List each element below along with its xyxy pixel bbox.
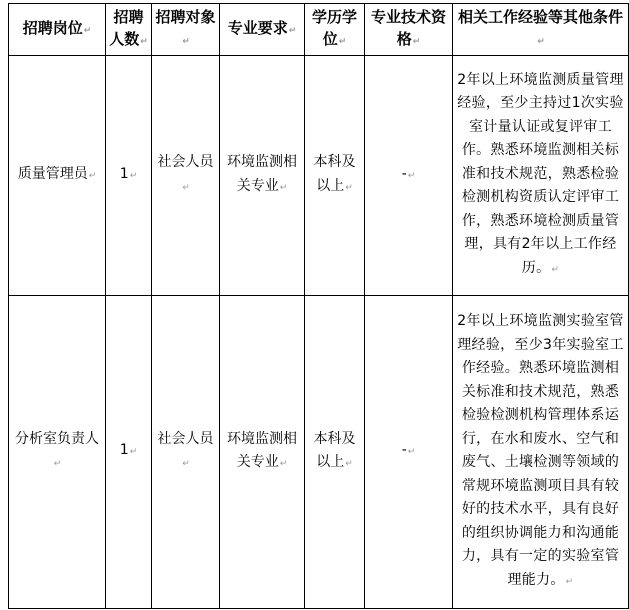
major-value: 环境监测相关专业: [227, 430, 297, 470]
cell-target: [152, 296, 220, 609]
cell-major: [220, 56, 305, 296]
table-row: [9, 56, 629, 296]
header-qualification-label: 专业技术资格: [370, 8, 446, 48]
paragraph-mark: ↵: [288, 26, 297, 36]
major-value: 环境监测相关专业: [227, 154, 297, 194]
recruitment-table: [8, 3, 629, 609]
position-value: 分析室负责人: [15, 430, 99, 447]
header-conditions-label: 相关工作经验等其他条件: [457, 8, 623, 26]
position-value: 质量管理员: [17, 165, 88, 182]
paragraph-mark: ↵: [279, 459, 288, 469]
paragraph-mark: ↵: [140, 37, 148, 47]
paragraph-mark: ↵: [565, 576, 574, 587]
header-major: [220, 4, 305, 56]
cell-major: [220, 296, 305, 609]
paragraph-mark: ↵: [279, 182, 288, 193]
cell-qualification: [365, 56, 453, 296]
paragraph-mark: ↵: [345, 459, 353, 469]
cell-conditions: [453, 296, 629, 609]
header-education: [305, 4, 365, 56]
cell-conditions: [453, 56, 629, 296]
paragraph-mark: ↵: [182, 182, 190, 193]
qualification-value: -: [401, 442, 407, 459]
target-value: 社会人员: [157, 154, 214, 170]
header-qualification: [365, 4, 453, 56]
paragraph-mark: ↵: [338, 37, 347, 47]
cell-position: [9, 296, 106, 609]
count-value: 1: [119, 442, 129, 459]
paragraph-mark: ↵: [53, 459, 62, 469]
paragraph-mark: ↵: [129, 170, 138, 181]
conditions-value: 2年以上环境监测质量管理经验，至少主持过1次实验室计量认证或复评审工作。熟悉环境监测相关标准和技术规范，熟悉检验检测机构资质认定评审工作，熟悉环境检测质量管理，具有2年以上工作经历。: [457, 71, 624, 276]
cell-education: [305, 56, 365, 296]
paragraph-mark: ↵: [88, 170, 97, 181]
cell-count: [106, 296, 152, 609]
header-count: [106, 4, 152, 56]
paragraph-mark: ↵: [407, 170, 416, 181]
conditions-value: 2年以上环境监测实验室管理经验，至少3年实验室工作经验。熟悉环境监测相关标准和技术规范，熟悉检验检测机构管理体系运行，在水和废水、空气和废气、土壤检测等领域的常规环境监测项目具有较好的技术水平，具有良好的组织协调能力和沟通能力，具有一定的实验室管理能力。: [457, 313, 624, 588]
qualification-value: -: [401, 165, 407, 182]
header-position-label: 招聘岗位: [22, 19, 83, 37]
header-target-label: 招聘对象: [155, 8, 216, 26]
header-count-label: 招聘人数: [109, 8, 144, 48]
header-position: [9, 4, 106, 56]
paragraph-mark: ↵: [412, 37, 421, 47]
paragraph-mark: ↵: [345, 182, 353, 193]
paragraph-mark: ↵: [551, 264, 560, 275]
cell-target: [152, 56, 220, 296]
header-major-label: 专业要求: [227, 19, 288, 37]
education-value: 本科及以上: [313, 430, 356, 470]
table-row: [9, 296, 629, 609]
header-row: [9, 4, 629, 56]
target-value: 社会人员: [157, 430, 214, 447]
cell-position: [9, 56, 106, 296]
cell-qualification: [365, 296, 453, 609]
paragraph-mark: ↵: [182, 37, 190, 47]
header-target: [152, 4, 220, 56]
education-value: 本科及以上: [313, 154, 356, 194]
header-conditions: [453, 4, 629, 56]
cell-education: [305, 296, 365, 609]
paragraph-mark: ↵: [129, 447, 138, 458]
paragraph-mark: ↵: [537, 37, 545, 47]
count-value: 1: [119, 165, 129, 182]
paragraph-mark: ↵: [407, 447, 416, 458]
paragraph-mark: ↵: [182, 459, 190, 469]
cell-count: [106, 56, 152, 296]
paragraph-mark: ↵: [83, 26, 92, 36]
header-education-label: 学历学位: [311, 8, 357, 48]
